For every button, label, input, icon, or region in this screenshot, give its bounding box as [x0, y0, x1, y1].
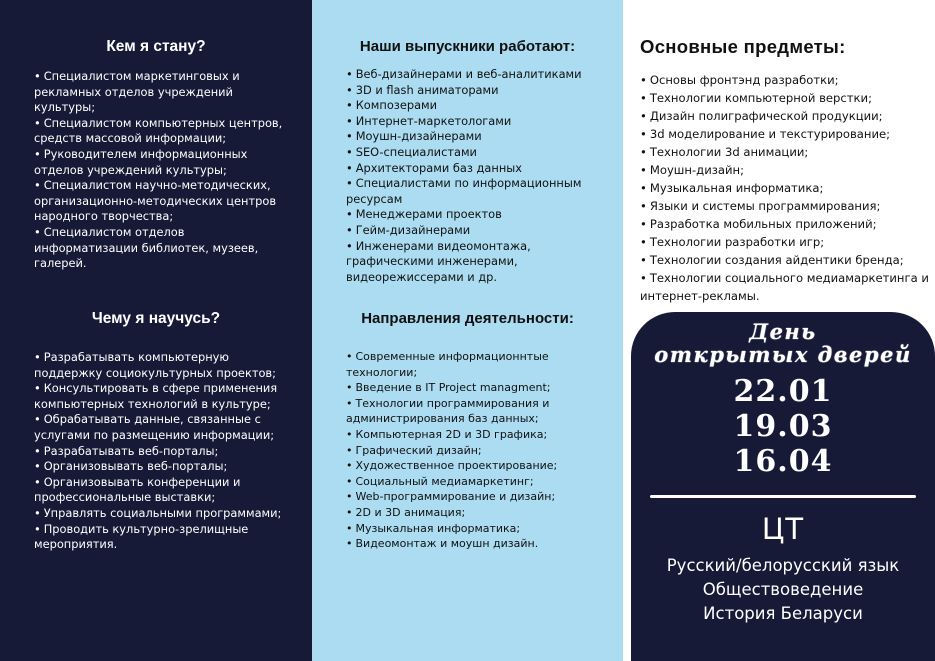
list-item-text: Специалистами по информационным ресурсам — [346, 176, 582, 206]
bullet-icon: • — [640, 145, 647, 159]
bullet-icon: • — [640, 199, 647, 213]
list-item — [346, 145, 613, 161]
list-item-text: Технологии компьютерной верстки; — [649, 91, 872, 105]
bullet-icon: • — [346, 222, 353, 237]
bullet-icon: • — [640, 253, 647, 267]
bullet-icon: • — [346, 505, 353, 519]
bullet-icon: • — [640, 163, 647, 177]
bullet-icon: • — [34, 178, 41, 193]
list-item — [640, 233, 931, 251]
list-item-text: Архитекторами баз данных — [355, 160, 523, 175]
list-item-text: Технологии разработки игр; — [649, 235, 825, 249]
list-item — [346, 161, 613, 177]
bullet-icon: • — [346, 98, 353, 113]
list-item-text: Руководителем информационных отделов учреждений культуры; — [34, 146, 248, 177]
bullet-icon: • — [34, 69, 41, 83]
list-item-text: Консультировать в сфере применения компьютерных технологий в культуре; — [34, 381, 278, 411]
list-item-text: Обрабатывать данные, связанные с услугами по размещению информации; — [34, 412, 275, 442]
heading-directions: Направления деятельности: — [361, 310, 574, 327]
list-item — [34, 412, 292, 443]
list-item — [346, 458, 613, 474]
bullet-icon: • — [346, 350, 353, 363]
list-item-text: Web-программирование и дизайн; — [355, 490, 556, 504]
open-day-date: 16.04 — [733, 444, 833, 479]
list-item-text: Современные информационнтые технологии; — [346, 350, 549, 379]
list-main-subjects — [640, 71, 935, 305]
list-item — [34, 444, 292, 460]
list-item — [346, 239, 613, 286]
bullet-icon: • — [346, 459, 353, 473]
exam-subject: Русский/белорусский язык — [666, 556, 900, 575]
bullet-icon: • — [346, 474, 353, 488]
bullet-icon: • — [640, 127, 647, 141]
list-skills — [0, 350, 312, 553]
list-item — [34, 381, 292, 412]
list-item — [346, 505, 613, 521]
list-item — [346, 67, 613, 83]
section-graduates-work — [312, 38, 623, 285]
list-item-text: 3D и flash аниматорами — [355, 82, 499, 97]
list-item — [34, 116, 292, 147]
list-item-text: Музыкальная информатика; — [649, 181, 824, 195]
bullet-icon: • — [34, 381, 41, 396]
bullet-icon: • — [346, 129, 353, 144]
list-item — [346, 489, 613, 505]
list-item — [346, 536, 613, 552]
list-item — [640, 197, 931, 215]
list-item-text: Разрабатывать веб-порталы; — [43, 443, 219, 458]
list-item-text: Художественное проектирование; — [355, 459, 558, 473]
list-item — [346, 129, 613, 145]
list-item-text: Организовывать конференции и профессиональные выставки; — [34, 474, 241, 505]
list-item — [640, 269, 931, 305]
list-item-text: Проводить культурно-зрелищные мероприятия. — [34, 521, 249, 552]
list-item-text: Разработка мобильных приложений; — [649, 217, 877, 231]
list-item-text: Технологии программирования и администрирования баз данных; — [346, 396, 550, 426]
list-item-text: Менеджерами проектов — [355, 207, 502, 222]
bullet-icon: • — [346, 160, 353, 175]
list-item-text: Технологии 3d анимации; — [649, 145, 809, 159]
bullet-icon: • — [640, 181, 647, 195]
list-item — [346, 223, 613, 239]
list-item — [34, 459, 292, 475]
bullet-icon: • — [346, 82, 353, 97]
list-item — [640, 107, 931, 125]
bullet-icon: • — [34, 412, 41, 427]
list-item — [346, 396, 613, 427]
bullet-icon: • — [34, 224, 41, 239]
exam-label: ЦТ — [761, 512, 805, 546]
bullet-icon: • — [34, 459, 41, 474]
list-item — [34, 506, 292, 522]
bullet-icon: • — [346, 537, 353, 551]
list-item-text: SEO-специалистами — [355, 144, 477, 159]
bullet-icon: • — [346, 113, 353, 128]
bullet-icon: • — [640, 73, 647, 87]
bullet-icon: • — [346, 490, 353, 504]
list-item — [346, 380, 613, 396]
list-item-text: Гейм-дизайнерами — [355, 222, 471, 237]
bullet-icon: • — [346, 67, 353, 81]
bullet-icon: • — [34, 146, 41, 161]
list-item-text: Специалистом маркетинговых и рекламных отделов учреждений культуры; — [34, 69, 240, 115]
list-item-text: Введение в IT Project managment; — [355, 381, 551, 395]
heading-what-will-i-learn: Чему я научусь? — [91, 310, 221, 327]
open-day-date: 22.01 — [733, 374, 833, 409]
list-item — [34, 475, 292, 506]
bullet-icon: • — [346, 238, 353, 253]
list-graduate-jobs — [312, 67, 623, 285]
bullet-icon: • — [346, 521, 353, 535]
list-item-text: Технологии социального медиамаркетинга и интернет-рекламы. — [640, 271, 929, 303]
list-item — [640, 143, 931, 161]
list-item-text: Специалистом отделов информатизации библиотек, музеев, галерей. — [34, 224, 259, 271]
bullet-icon: • — [34, 521, 41, 536]
open-day-title-line2: открытых дверей — [654, 342, 912, 367]
list-item — [346, 349, 613, 380]
section-directions — [312, 310, 623, 552]
list-item — [640, 125, 931, 143]
list-item — [346, 176, 613, 207]
list-item-text: Организовывать веб-порталы; — [43, 459, 228, 474]
list-item-text: Разрабатывать компьютерную поддержку социокультурных проектов; — [34, 350, 276, 380]
list-careers — [0, 69, 312, 272]
bullet-icon: • — [346, 396, 353, 410]
open-day-panel — [631, 312, 935, 661]
heading-who-will-i-become: Кем я стану? — [106, 38, 206, 55]
list-directions — [312, 349, 623, 552]
bullet-icon: • — [346, 176, 353, 191]
list-item — [640, 215, 931, 233]
divider — [650, 495, 916, 498]
list-item — [34, 522, 292, 553]
exam-subject: Обществоведение — [702, 580, 864, 599]
bullet-icon: • — [640, 91, 647, 105]
list-item-text: Специалистом научно-методических, организационно-методических центров народного творчества; — [34, 178, 277, 224]
list-item — [346, 83, 613, 99]
section-what-will-i-learn — [0, 310, 312, 553]
bullet-icon: • — [34, 474, 41, 489]
list-item — [640, 71, 931, 89]
list-item — [640, 161, 931, 179]
column-career — [0, 0, 312, 661]
list-item-text: Музыкальная информатика; — [355, 521, 521, 535]
list-item — [346, 427, 613, 443]
bullet-icon: • — [34, 443, 41, 458]
list-item-text: Интернет-маркетологами — [355, 113, 512, 128]
bullet-icon: • — [346, 381, 353, 395]
bullet-icon: • — [640, 235, 647, 249]
open-day-date: 19.03 — [733, 409, 833, 444]
bullet-icon: • — [346, 443, 353, 457]
bullet-icon: • — [346, 207, 353, 222]
list-item-text: Моушн-дизайнерами — [355, 129, 482, 144]
list-item-text: 3d моделирование и текстурирование; — [649, 127, 891, 141]
list-item-text: 2D и 3D анимация; — [355, 505, 466, 519]
list-item — [34, 350, 292, 381]
list-item-text: Композерами — [355, 98, 438, 113]
list-item-text: Языки и системы программирования; — [649, 199, 881, 213]
list-item — [346, 114, 613, 130]
list-item-text: Компьютерная 2D и 3D графика; — [355, 427, 548, 441]
bullet-icon: • — [34, 115, 41, 130]
list-item — [640, 179, 931, 197]
column-graduates — [312, 0, 623, 661]
bullet-icon: • — [34, 350, 41, 364]
bullet-icon: • — [34, 505, 41, 520]
list-item-text: Социальный медиамаркетинг; — [355, 474, 534, 488]
heading-graduates-work: Наши выпускники работают: — [359, 38, 576, 55]
list-item — [346, 521, 613, 537]
open-day-title-line1: День — [749, 319, 817, 344]
bullet-icon: • — [640, 271, 647, 285]
list-item — [346, 474, 613, 490]
bullet-icon: • — [346, 144, 353, 159]
exam-subject: История Беларуси — [703, 604, 863, 623]
list-item-text: Основы фронтэнд разработки; — [649, 73, 839, 87]
list-item — [346, 443, 613, 459]
list-item — [34, 178, 292, 225]
section-who-will-i-become — [0, 38, 312, 272]
list-item-text: Моушн-дизайн; — [649, 163, 745, 177]
list-item — [346, 207, 613, 223]
list-item — [34, 147, 292, 178]
list-item — [640, 251, 931, 269]
list-item-text: Дизайн полиграфической продукции; — [649, 109, 883, 123]
list-item-text: Управлять социальными программами; — [43, 505, 282, 520]
list-item-text: Инженерами видеомонтажа, графическими инженерами, видеорежиссерами и др. — [346, 238, 531, 284]
list-item-text: Веб-дизайнерами и веб-аналитиками — [355, 67, 582, 81]
bullet-icon: • — [640, 217, 647, 231]
heading-main-subjects: Основные предметы: — [640, 36, 846, 57]
list-item-text: Видеомонтаж и моушн дизайн. — [355, 537, 539, 551]
list-item-text: Технологии создания айдентики бренда; — [649, 253, 904, 267]
section-main-subjects — [640, 36, 935, 305]
column-subjects — [623, 0, 935, 661]
list-item — [34, 69, 292, 116]
list-item — [346, 98, 613, 114]
bullet-icon: • — [640, 109, 647, 123]
bullet-icon: • — [346, 427, 353, 441]
list-item-text: Графический дизайн; — [355, 443, 482, 457]
list-item — [640, 89, 931, 107]
list-item — [34, 225, 292, 272]
list-item-text: Специалистом компьютерных центров, средств массовой информации; — [34, 115, 283, 146]
